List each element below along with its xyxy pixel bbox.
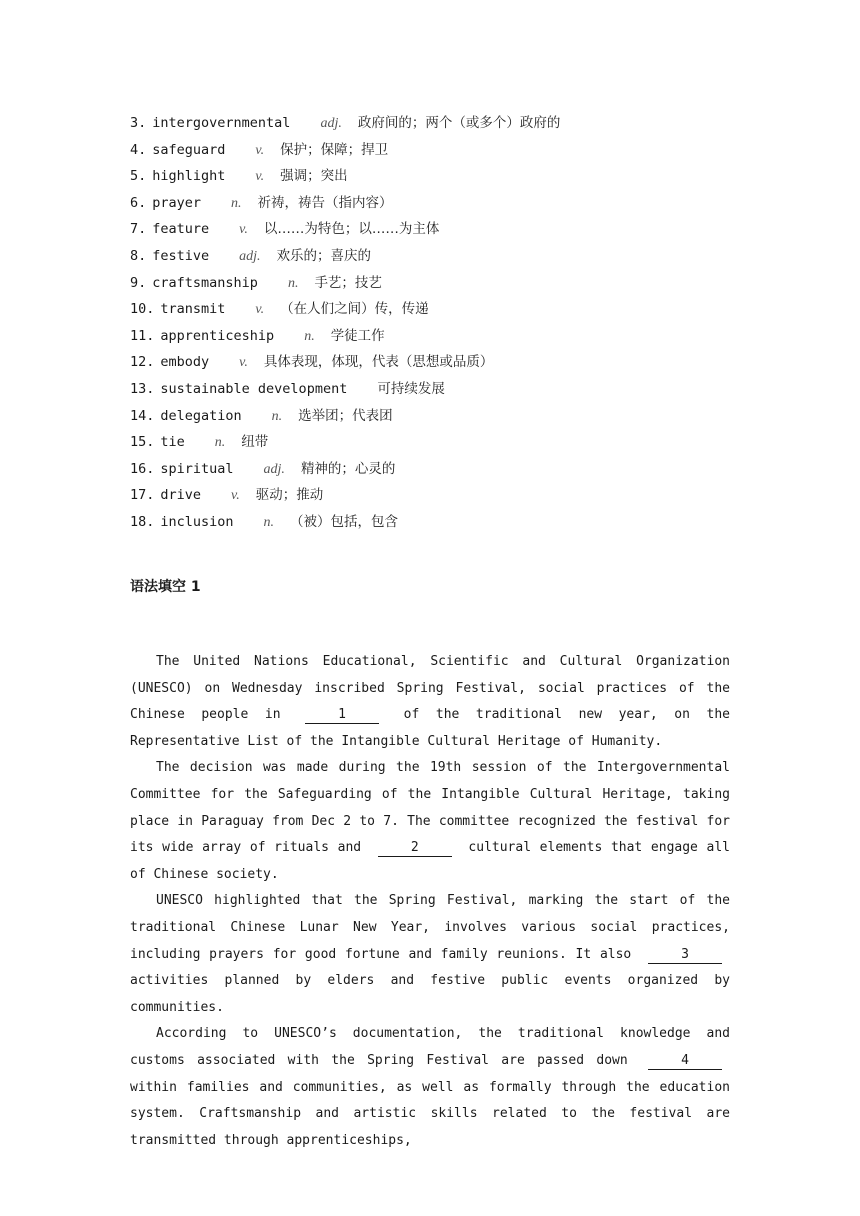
vocab-word: inclusion [160, 513, 234, 530]
vocab-number: 6. [130, 194, 147, 211]
vocab-part-of-speech: n. [263, 514, 275, 530]
vocab-part-of-speech: n. [287, 275, 299, 291]
vocab-word: apprenticeship [160, 327, 275, 344]
vocab-meaning: 祈祷，祷告（指内容） [257, 194, 393, 211]
vocab-word: transmit [160, 301, 226, 318]
vocab-meaning: 可持续发展 [377, 380, 445, 397]
vocab-meaning: 驱动；推动 [255, 487, 324, 504]
vocab-entry [130, 376, 750, 403]
vocab-entry [130, 403, 750, 430]
vocab-number: 17. [130, 487, 155, 504]
vocab-part-of-speech: adj. [263, 461, 285, 477]
vocab-part-of-speech: adj. [320, 116, 342, 131]
vocab-part-of-speech: adj. [239, 248, 261, 264]
paragraph-text: According to UNESCO’s documentation, the traditional knowledge and customs associated with the Spring Festival are passed down [130, 1026, 730, 1068]
vocab-meaning: 纽带 [241, 434, 269, 451]
passage-paragraph-2 [130, 755, 730, 888]
vocab-number: 10. [130, 301, 155, 318]
vocab-part-of-speech: n. [231, 195, 242, 211]
paragraph-text: UNESCO highlighted that the Spring Festival, marking the start of the traditional Chinese Lunar New Year, involves various social practices, including prayers for good fortune and family reunions. It also [130, 893, 730, 962]
vocab-entry [130, 349, 750, 376]
vocab-entry [130, 137, 750, 164]
vocab-number: 8. [130, 247, 147, 264]
paragraph-text: The United Nations Educational, Scientific and Cultural Organization (UNESCO) on Wednesday inscribed Spring Festival, social practices of the Chinese people in [130, 654, 730, 723]
vocab-entry [130, 110, 750, 137]
vocab-entry [130, 509, 750, 536]
paragraph-text: cultural elements that engage all of Chinese society. [130, 840, 731, 882]
answer-blank-4[interactable]: 4 [648, 1053, 722, 1070]
vocab-part-of-speech: v. [255, 142, 265, 158]
paragraph-text: of the traditional new year, on the Representative List of the Intangible Cultural Heritage of Humanity. [130, 707, 730, 749]
vocab-meaning: 精神的；心灵的 [300, 460, 396, 477]
vocab-word: spiritual [160, 460, 234, 477]
vocab-number: 4. [130, 141, 147, 158]
vocab-meaning: 以……为特色；以……为主体 [263, 221, 440, 238]
vocab-word: feature [152, 221, 210, 238]
vocab-number: 3. [130, 115, 147, 131]
vocab-word: safeguard [152, 141, 226, 158]
vocab-number: 12. [130, 354, 155, 371]
vocab-entry [130, 270, 750, 297]
vocab-word: tie [160, 434, 185, 451]
vocab-word: craftsmanship [152, 274, 258, 291]
answer-blank-1[interactable]: 1 [305, 707, 379, 724]
vocab-part-of-speech: n. [304, 328, 315, 344]
vocab-meaning: 欢乐的；喜庆的 [276, 247, 372, 264]
vocab-part-of-speech: v. [239, 222, 248, 238]
vocab-meaning: 选举团；代表团 [298, 407, 393, 424]
vocab-part-of-speech: v. [255, 302, 265, 318]
vocab-meaning: 学徒工作 [330, 327, 385, 344]
vocab-number: 7. [130, 221, 147, 238]
vocab-meaning: 具体表现，体现，代表（思想或品质） [263, 354, 494, 371]
vocab-meaning: （在人们之间）传，传递 [280, 301, 429, 318]
vocab-word: delegation [160, 407, 242, 424]
vocab-meaning: （被）包括，包含 [290, 513, 399, 530]
vocab-entry [130, 216, 750, 243]
vocab-word: prayer [152, 194, 202, 211]
grammar-fill-passage [130, 649, 730, 1154]
vocab-meaning: 强调；突出 [280, 168, 348, 185]
vocab-number: 13. [130, 380, 155, 397]
vocab-entry [130, 323, 750, 350]
vocab-word: embody [160, 354, 210, 371]
vocab-number: 5. [130, 168, 147, 185]
vocabulary-list [130, 110, 750, 536]
vocab-word: drive [160, 487, 202, 504]
passage-paragraph-4 [130, 1021, 730, 1154]
vocab-part-of-speech: v. [255, 169, 265, 185]
vocab-part-of-speech: n. [214, 435, 226, 451]
answer-blank-3[interactable]: 3 [648, 947, 722, 964]
vocab-number: 11. [130, 327, 155, 344]
vocab-number: 9. [130, 274, 147, 291]
vocab-entry [130, 163, 750, 190]
vocab-part-of-speech: v. [239, 355, 248, 371]
vocab-word: festive [152, 247, 210, 264]
vocab-number: 18. [130, 513, 155, 530]
vocab-meaning: 保护；保障；捍卫 [280, 141, 389, 158]
vocab-entry [130, 190, 750, 217]
vocab-number: 15. [130, 434, 155, 451]
vocab-word: sustainable development [160, 380, 348, 397]
vocab-meaning: 政府间的；两个（或多个）政府的 [357, 115, 561, 131]
vocab-entry [130, 243, 750, 270]
vocab-entry [130, 296, 750, 323]
vocab-number: 14. [130, 407, 155, 424]
paragraph-text: The decision was made during the 19th session of the Intergovernmental Committee for the Safeguarding of the Intangible Cultural Heritage, taking place in Paraguay from Dec 2 to 7. The committee recognized the festival for its wide array of rituals and [130, 760, 730, 856]
passage-paragraph-3 [130, 888, 730, 1021]
vocab-number: 16. [130, 460, 155, 477]
vocab-entry [130, 429, 750, 456]
paragraph-text: within families and communities, as well as formally through the education system. Craftsmanship and artistic skills related to the festival are transmitted through apprenticeships, [130, 1079, 730, 1148]
answer-blank-2[interactable]: 2 [378, 840, 452, 857]
passage-paragraph-1 [130, 649, 730, 755]
vocab-meaning: 手艺；技艺 [314, 274, 382, 291]
vocab-part-of-speech: v. [231, 488, 240, 504]
paragraph-text: activities planned by elders and festive public events organized by communities. [130, 973, 730, 1015]
vocab-entry [130, 456, 750, 483]
vocab-word: intergovernmental [152, 115, 291, 131]
vocab-word: highlight [152, 168, 226, 185]
vocab-part-of-speech: n. [271, 408, 283, 424]
section-title: 语法填空 1 [130, 579, 201, 595]
vocab-entry [130, 482, 750, 509]
